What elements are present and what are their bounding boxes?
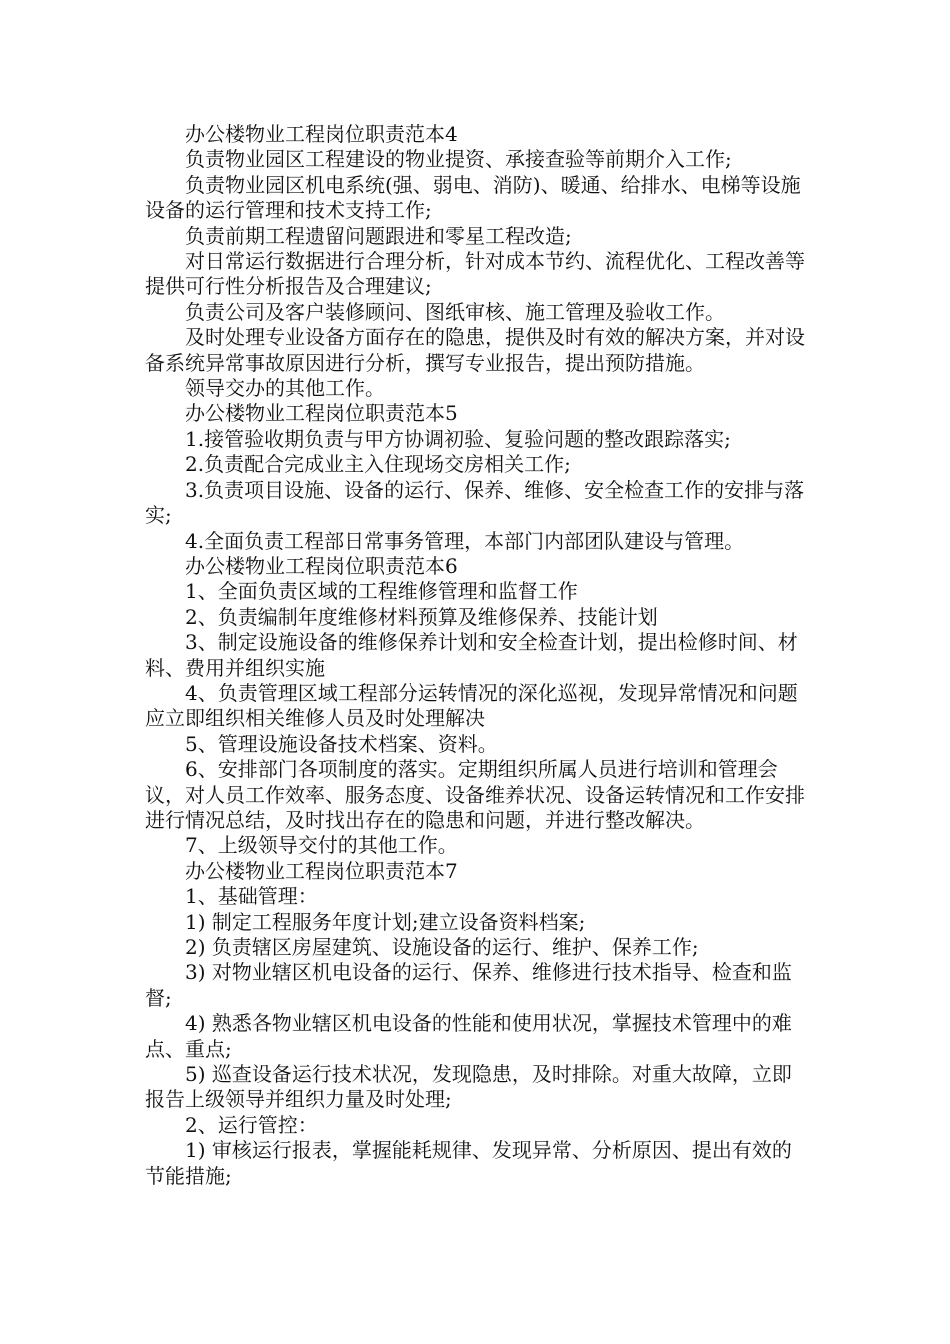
section-title: 办公楼物业工程岗位职责范本5 — [185, 401, 458, 426]
paragraph: 负责公司及客户装修顾问、图纸审核、施工管理及验收工作。 — [185, 299, 725, 324]
paragraph: 1) 审核运行报表，掌握能耗规律、发现异常、分析原因、提出有效的节能措施; — [145, 1138, 792, 1188]
paragraph: 4、负责管理区域工程部分运转情况的深化巡视，发现异常情况和问题应立即组织相关维修人员及时处理解决 — [145, 680, 798, 731]
paragraph: 7、上级领导交付的其他工作。 — [185, 833, 458, 858]
section-title: 办公楼物业工程岗位职责范本6 — [185, 553, 458, 578]
paragraph: 负责物业园区机电系统(强、弱电、消防)、暖通、给排水、电梯等设施设备的运行管理和技术支持工作; — [145, 172, 801, 223]
paragraph: 2.负责配合完成业主入住现场交房相关工作; — [185, 452, 571, 477]
paragraph: 负责物业园区工程建设的物业提资、承接查验等前期介入工作; — [185, 147, 732, 172]
paragraph: 1) 制定工程服务年度计划;建立设备资料档案; — [185, 909, 586, 934]
paragraph: 领导交办的其他工作。 — [185, 376, 385, 401]
paragraph: 2) 负责辖区房屋建筑、设施设备的运行、维护、保养工作; — [185, 935, 699, 959]
paragraph: 5、管理设施设备技术档案、资料。 — [185, 731, 498, 756]
paragraph: 6、安排部门各项制度的落实。定期组织所属人员进行培训和管理会议，对人员工作效率、服务态度、设备维养状况、设备运转情况和工作安排进行情况总结，及时找出存在的隐患和问题，并进行整改解决。 — [145, 757, 805, 832]
paragraph: 5) 巡查设备运行技术状况，发现隐患，及时排除。对重大故障，立即报告上级领导并组织力量及时处理; — [145, 1062, 792, 1112]
paragraph: 4.全面负责工程部日常事务管理，本部门内部团队建设与管理。 — [185, 528, 745, 553]
paragraph: 4) 熟悉各物业辖区机电设备的性能和使用状况，掌握技术管理中的难点、重点; — [145, 1011, 792, 1061]
paragraph: 负责前期工程遗留问题跟进和零星工程改造; — [185, 223, 572, 248]
paragraph: 1、全面负责区域的工程维修管理和监督工作 — [185, 579, 578, 604]
paragraph: 3.负责项目设施、设备的运行、保养、维修、安全检查工作的安排与落实; — [145, 477, 805, 528]
section-title: 办公楼物业工程岗位职责范本4 — [185, 122, 458, 146]
paragraph: 2、负责编制年度维修材料预算及维修保养、技能计划 — [185, 604, 658, 629]
paragraph: 对日常运行数据进行合理分析，针对成本节约、流程优化、工程改善等提供可行性分析报告及合理建议; — [145, 249, 805, 299]
section-title: 办公楼物业工程岗位职责范本7 — [185, 858, 458, 883]
document-body — [145, 122, 810, 1189]
paragraph: 2、运行管控： — [185, 1112, 318, 1137]
paragraph: 及时处理专业设备方面存在的隐患，提供及时有效的解决方案，并对设备系统异常事故原因进行分析，撰写专业报告，提出预防措施。 — [145, 325, 805, 375]
paragraph: 3、制定设施设备的维修保养计划和安全检查计划，提出检修时间、材料、费用并组织实施 — [145, 630, 798, 680]
paragraph: 1、基础管理： — [185, 884, 318, 909]
paragraph: 3) 对物业辖区机电设备的运行、保养、维修进行技术指导、检查和监督; — [145, 960, 792, 1010]
paragraph: 1.接管验收期负责与甲方协调初验、复验问题的整改跟踪落实; — [185, 426, 731, 451]
